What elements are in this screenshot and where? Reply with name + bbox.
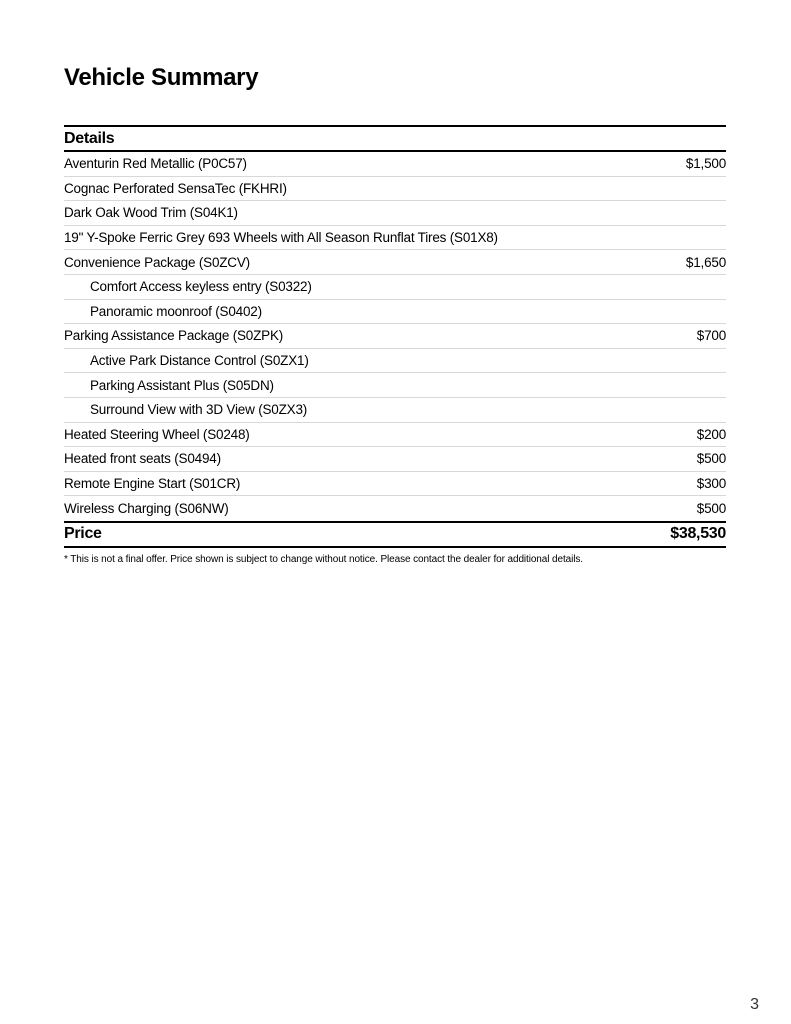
option-label: Convenience Package (S0ZCV)	[64, 254, 250, 270]
option-label: Cognac Perforated SensaTec (FKHRI)	[64, 180, 287, 196]
table-row	[64, 201, 726, 226]
option-price: $500	[696, 501, 726, 517]
option-label: Parking Assistant Plus (S05DN)	[90, 377, 274, 393]
vehicle-summary-table	[64, 125, 726, 565]
option-label: Wireless Charging (S06NW)	[64, 501, 229, 517]
page-title: Vehicle Summary	[64, 64, 259, 91]
total-price: $38,530	[670, 525, 726, 543]
option-label: Aventurin Red Metallic (P0C57)	[64, 156, 247, 172]
disclaimer: * This is not a final offer. Price shown is subject to change without notice. Please contact the dealer for additional details.	[64, 553, 583, 565]
table-row	[64, 373, 726, 398]
total-row	[64, 521, 726, 548]
option-label: Heated front seats (S0494)	[64, 451, 221, 467]
table-row	[64, 275, 726, 300]
option-price: $500	[696, 451, 726, 467]
table-row	[64, 423, 726, 448]
option-label: Active Park Distance Control (S0ZX1)	[90, 353, 309, 369]
table-row	[64, 496, 726, 521]
table-row	[64, 226, 726, 251]
table-row	[64, 250, 726, 275]
table-header	[64, 125, 726, 152]
table-row	[64, 447, 726, 472]
option-label: 19" Y-Spoke Ferric Grey 693 Wheels with All Season Runflat Tires (S01X8)	[64, 230, 498, 246]
option-label: Surround View with 3D View (S0ZX3)	[90, 402, 308, 418]
table-row	[64, 324, 726, 349]
table-row	[64, 177, 726, 202]
option-price: $300	[696, 476, 726, 492]
option-label: Parking Assistance Package (S0ZPK)	[64, 328, 284, 344]
page-number: 3	[750, 996, 759, 1013]
option-label: Heated Steering Wheel (S0248)	[64, 426, 250, 442]
option-label: Panoramic moonroof (S0402)	[90, 303, 262, 319]
option-price: $700	[696, 328, 726, 344]
table-row	[64, 472, 726, 497]
table-row	[64, 349, 726, 374]
table-row	[64, 152, 726, 177]
option-price: $200	[696, 426, 726, 442]
option-price: $1,650	[685, 254, 726, 270]
table-header-label: Details	[64, 129, 115, 147]
option-price: $1,500	[685, 156, 726, 172]
table-body	[64, 152, 726, 521]
option-label: Remote Engine Start (S01CR)	[64, 476, 241, 492]
total-label: Price	[64, 525, 102, 543]
option-label: Dark Oak Wood Trim (S04K1)	[64, 205, 238, 221]
table-row	[64, 300, 726, 325]
table-row	[64, 398, 726, 423]
option-label: Comfort Access keyless entry (S0322)	[90, 279, 312, 295]
